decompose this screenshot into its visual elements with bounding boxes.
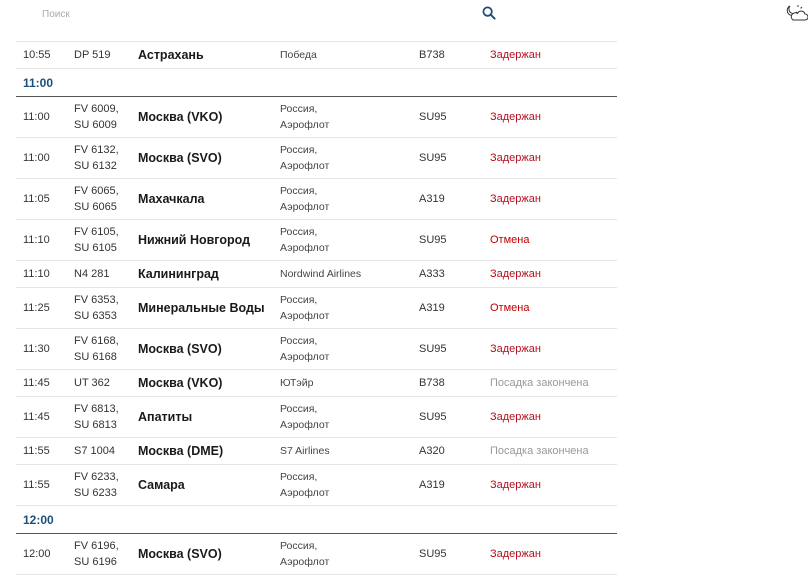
flight-status: Задержан	[490, 343, 541, 355]
flight-numbers	[74, 438, 134, 464]
airline-name	[280, 288, 416, 328]
flight-numbers	[74, 329, 134, 369]
flight-time: 11:10	[23, 268, 50, 280]
flight-time: 11:55	[23, 445, 50, 457]
flight-time: 11:45	[23, 377, 50, 389]
flight-row[interactable]	[16, 42, 617, 69]
flight-numbers	[74, 42, 134, 68]
flight-numbers	[74, 465, 134, 505]
destination-city[interactable]: Минеральные Воды	[138, 301, 265, 315]
flight-number: SU 6233	[74, 487, 117, 499]
flight-number: FV 6813,	[74, 403, 119, 415]
flight-row[interactable]	[16, 329, 617, 370]
flight-time: 12:00	[23, 548, 51, 560]
flight-number: FV 6233,	[74, 471, 119, 483]
aircraft-type: A320	[419, 445, 445, 457]
flight-row[interactable]	[16, 534, 617, 575]
flight-time: 11:05	[23, 193, 50, 205]
flight-status: Задержан	[490, 152, 541, 164]
airline-line: Аэрофлот	[280, 556, 330, 568]
destination-city[interactable]: Москва (SVO)	[138, 547, 222, 561]
flight-number: DP 519	[74, 49, 111, 61]
flight-number: FV 6065,	[74, 185, 119, 197]
destination-city[interactable]: Москва (VKO)	[138, 376, 223, 390]
flight-number: FV 6196,	[74, 540, 119, 552]
destination-city[interactable]: Нижний Новгород	[138, 233, 251, 247]
airline-line: Россия,	[280, 540, 318, 552]
flight-status: Задержан	[490, 193, 541, 205]
flight-numbers	[74, 97, 134, 137]
flight-numbers	[74, 534, 134, 574]
flight-number: SU 6065	[74, 201, 117, 213]
aircraft-type: SU95	[419, 234, 447, 246]
flight-numbers	[74, 138, 134, 178]
destination-city[interactable]: Самара	[138, 478, 185, 492]
flight-number: FV 6168,	[74, 335, 119, 347]
airline-line: Россия,	[280, 471, 318, 483]
airline-line: Аэрофлот	[280, 351, 330, 363]
flight-time: 11:00	[23, 152, 50, 164]
weather-partly-cloudy-night-icon	[784, 3, 808, 25]
flight-number: SU 6196	[74, 556, 117, 568]
flight-status: Задержан	[490, 268, 541, 280]
search-icon[interactable]	[482, 6, 496, 20]
flight-numbers	[74, 397, 134, 437]
airline-line: Россия,	[280, 144, 318, 156]
flight-status: Посадка закончена	[490, 377, 589, 389]
flight-row[interactable]	[16, 261, 617, 288]
flight-time: 11:55	[23, 479, 50, 491]
flight-numbers	[74, 220, 134, 260]
flight-number: SU 6168	[74, 351, 117, 363]
flight-numbers	[74, 179, 134, 219]
destination-city[interactable]: Москва (VKO)	[138, 110, 223, 124]
flight-row[interactable]	[16, 397, 617, 438]
partially-hidden-row	[16, 30, 617, 42]
hour-header-label: 12:00	[23, 512, 54, 527]
aircraft-type: A319	[419, 193, 445, 205]
flight-time: 11:25	[23, 302, 50, 314]
flight-status: Отмена	[490, 302, 530, 314]
flight-time: 11:00	[23, 111, 50, 123]
flight-number: SU 6353	[74, 310, 117, 322]
hour-header-label: 11:00	[23, 75, 54, 90]
flight-numbers	[74, 370, 134, 396]
aircraft-type: B738	[419, 377, 445, 389]
aircraft-type: SU95	[419, 111, 447, 123]
airline-line: Россия,	[280, 226, 318, 238]
airline-name	[280, 42, 416, 68]
flight-row[interactable]	[16, 370, 617, 397]
flight-status: Задержан	[490, 479, 541, 491]
destination-city[interactable]: Махачкала	[138, 192, 205, 206]
flight-time: 11:30	[23, 343, 50, 355]
aircraft-type: SU95	[419, 548, 447, 560]
airline-line: ЮТэйр	[280, 377, 314, 389]
airline-name	[280, 97, 416, 137]
flight-number: SU 6813	[74, 419, 117, 431]
airline-name	[280, 370, 416, 396]
hour-header	[16, 506, 617, 534]
flight-status: Задержан	[490, 49, 541, 61]
flight-number: FV 6132,	[74, 144, 119, 156]
flight-time: 11:45	[23, 411, 50, 423]
airline-name	[280, 179, 416, 219]
flight-number: N4 281	[74, 268, 110, 280]
aircraft-type: SU95	[419, 152, 447, 164]
airline-line: Россия,	[280, 103, 318, 115]
flight-number: SU 6009	[74, 119, 117, 131]
aircraft-type: B738	[419, 49, 445, 61]
hour-header	[16, 69, 617, 97]
flight-number: SU 6132	[74, 160, 117, 172]
flight-row[interactable]	[16, 97, 617, 138]
flight-status: Задержан	[490, 548, 541, 560]
top-bar	[0, 0, 808, 30]
airline-name	[280, 465, 416, 505]
destination-city[interactable]: Калининград	[138, 267, 219, 281]
airline-line: Аэрофлот	[280, 419, 330, 431]
flight-row[interactable]	[16, 220, 617, 261]
aircraft-type: SU95	[419, 411, 447, 423]
flight-row[interactable]	[16, 179, 617, 220]
airline-line: Аэрофлот	[280, 487, 330, 499]
airline-line: S7 Airlines	[280, 445, 330, 457]
destination-city[interactable]: Москва (SVO)	[138, 151, 222, 165]
flight-number: SU 6105	[74, 242, 117, 254]
flight-status: Посадка закончена	[490, 445, 589, 457]
airline-line: Победа	[280, 49, 317, 61]
flight-numbers	[74, 288, 134, 328]
aircraft-type: A319	[419, 479, 445, 491]
flight-status: Задержан	[490, 411, 541, 423]
departures-board	[16, 30, 617, 575]
airline-line: Аэрофлот	[280, 160, 330, 172]
flight-number: FV 6105,	[74, 226, 119, 238]
search-input[interactable]	[42, 5, 462, 23]
airline-line: Россия,	[280, 335, 318, 347]
flight-row[interactable]	[16, 288, 617, 329]
airline-name	[280, 329, 416, 369]
airline-line: Аэрофлот	[280, 119, 330, 131]
flight-number: FV 6353,	[74, 294, 119, 306]
flight-number: S7 1004	[74, 445, 115, 457]
flight-status: Задержан	[490, 111, 541, 123]
flight-time: 11:10	[23, 234, 50, 246]
airline-line: Аэрофлот	[280, 310, 330, 322]
airline-line: Nordwind Airlines	[280, 268, 362, 280]
aircraft-type: A333	[419, 268, 445, 280]
flight-numbers	[74, 261, 134, 287]
airline-name	[280, 397, 416, 437]
aircraft-type: SU95	[419, 343, 447, 355]
airline-name	[280, 438, 416, 464]
destination-city[interactable]: Апатиты	[138, 410, 193, 424]
destination-city[interactable]: Астрахань	[138, 48, 204, 62]
airline-line: Аэрофлот	[280, 242, 330, 254]
flight-time: 10:55	[23, 49, 51, 61]
airline-name	[280, 220, 416, 260]
airline-line: Россия,	[280, 294, 318, 306]
flight-row[interactable]	[16, 138, 617, 179]
flight-row[interactable]	[16, 438, 617, 465]
flight-status: Отмена	[490, 234, 530, 246]
aircraft-type: A319	[419, 302, 445, 314]
airline-name	[280, 534, 416, 574]
flight-number: UT 362	[74, 377, 110, 389]
airline-line: Аэрофлот	[280, 201, 330, 213]
flight-row[interactable]	[16, 465, 617, 506]
destination-city[interactable]: Москва (DME)	[138, 444, 224, 458]
destination-city[interactable]: Москва (SVO)	[138, 342, 222, 356]
airline-name	[280, 138, 416, 178]
airline-line: Россия,	[280, 403, 318, 415]
airline-line: Россия,	[280, 185, 318, 197]
airline-name	[280, 261, 416, 287]
flight-number: FV 6009,	[74, 103, 119, 115]
